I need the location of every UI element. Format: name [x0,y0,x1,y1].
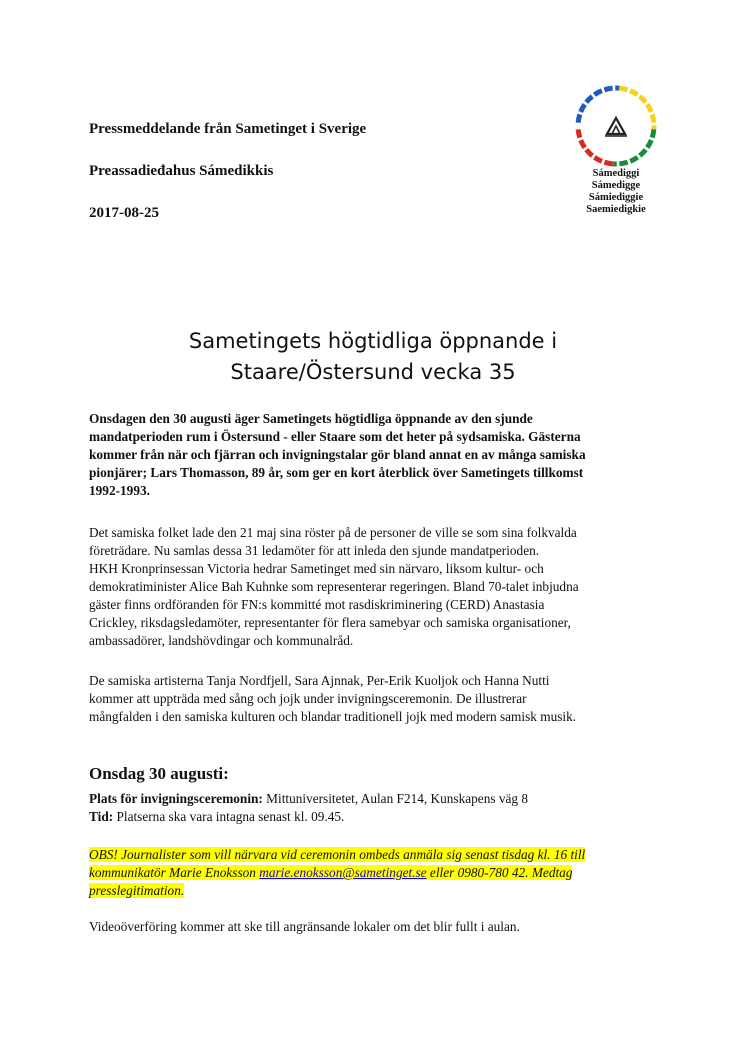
body-line: företrädare. Nu samlas dessa 31 ledamöter för att inleda den sjunde mandatperioden. [89,543,540,558]
event-place-label: Plats för invigningsceremonin: [89,791,263,806]
event-place [89,790,528,808]
footer-note: Videoöverföring kommer att ske till angränsande lokaler om det blir fullt i aulan. [89,919,520,934]
header-date: 2017-08-25 [89,205,159,221]
logo-ring-segment [578,88,619,123]
logo-name: Sámediggi [592,168,640,179]
event-time-value: Platserna ska vara intagna senast kl. 09.45. [113,809,345,824]
lead-paragraph [89,410,669,500]
body-paragraph-2 [89,672,669,726]
lead-line: pionjärer; Lars Thomasson, 89 år, som ger en kort återblick över Sametingets tillkomst [89,465,584,480]
lead-line: Onsdagen den 30 augusti äger Sametingets högtidliga öppnande av den sjunde [89,411,533,426]
body-line: De samiska artisterna Tanja Nordfjell, Sara Ajnnak, Per-Erik Kuoljok och Hanna Nutti [89,673,550,688]
body-line: mångfalden i den samiska kulturen och blandar traditionell jojk med modern samisk musik. [89,709,577,724]
body-line: kommer att uppträda med sång och jojk under invigningsceremonin. De illustrerar [89,691,527,706]
logo-name: Sámiediggie [588,192,644,203]
header-sender-sami: Preassadieđahus Sámedikkis [89,163,274,179]
press-notice [89,846,585,900]
sametinget-emblem-icon [572,82,660,170]
email-link[interactable]: marie.enoksson@sametinget.se [259,865,427,880]
notice-line: kommunikatör Marie Enoksson [89,865,260,880]
title-line: Staare/Östersund vecka 35 [230,360,516,384]
header-sender: Pressmeddelande från Sametinget i Sverige [89,121,367,137]
body-paragraph-1 [89,524,669,650]
body-line: Det samiska folket lade den 21 maj sina röster på de personer de ville se som sina folkvalda [89,525,577,540]
body-line: Crickley, riksdagsledamöter, representanter för flera samebyar och samiska organisationer, [89,615,571,630]
page-title [60,326,686,388]
lead-line: mandatperioden rum i Östersund - eller Staare som det heter på sydsamiska. Gästerna [89,429,581,444]
notice-line: presslegitimation. [89,883,185,898]
sametinget-logo [568,82,664,232]
lead-line: kommer från när och fjärran och invigningstalar gör bland annat en av många samiska [89,447,586,462]
event-time [89,808,344,826]
body-line: gäster finns ordföranden för FN:s kommitté mot rasdiskriminering (CERD) Anastasia [89,597,545,612]
body-line: ambassadörer, landshövdingar och kommunalråd. [89,633,354,648]
logo-name: Saemiedigkie [586,204,646,215]
title-line: Sametingets högtidliga öppnande i [188,329,558,353]
event-place-value: Mittuniversitetet, Aulan F214, Kunskapens väg 8 [262,791,529,806]
logo-ring-segment [619,88,654,129]
event-time-label: Tid: [89,809,114,824]
logo-names [568,168,664,216]
notice-line: OBS! Journalister som vill närvara vid ceremonin ombeds anmäla sig senast tisdag kl. 16 till [89,847,586,862]
event-heading: Onsdag 30 augusti: [89,764,229,783]
body-line: HKH Kronprinsessan Victoria hedrar Sametinget med sin närvaro, liksom kultur- och [89,561,544,576]
notice-line: eller 0980-780 42. Medtag [426,865,573,880]
logo-name: Sámedigge [591,180,641,191]
lead-line: 1992-1993. [89,483,150,498]
body-line: demokratiminister Alice Bah Kuhnke som representerar regeringen. Bland 70-talet inbjudna [89,579,579,594]
tent-icon [605,118,627,136]
